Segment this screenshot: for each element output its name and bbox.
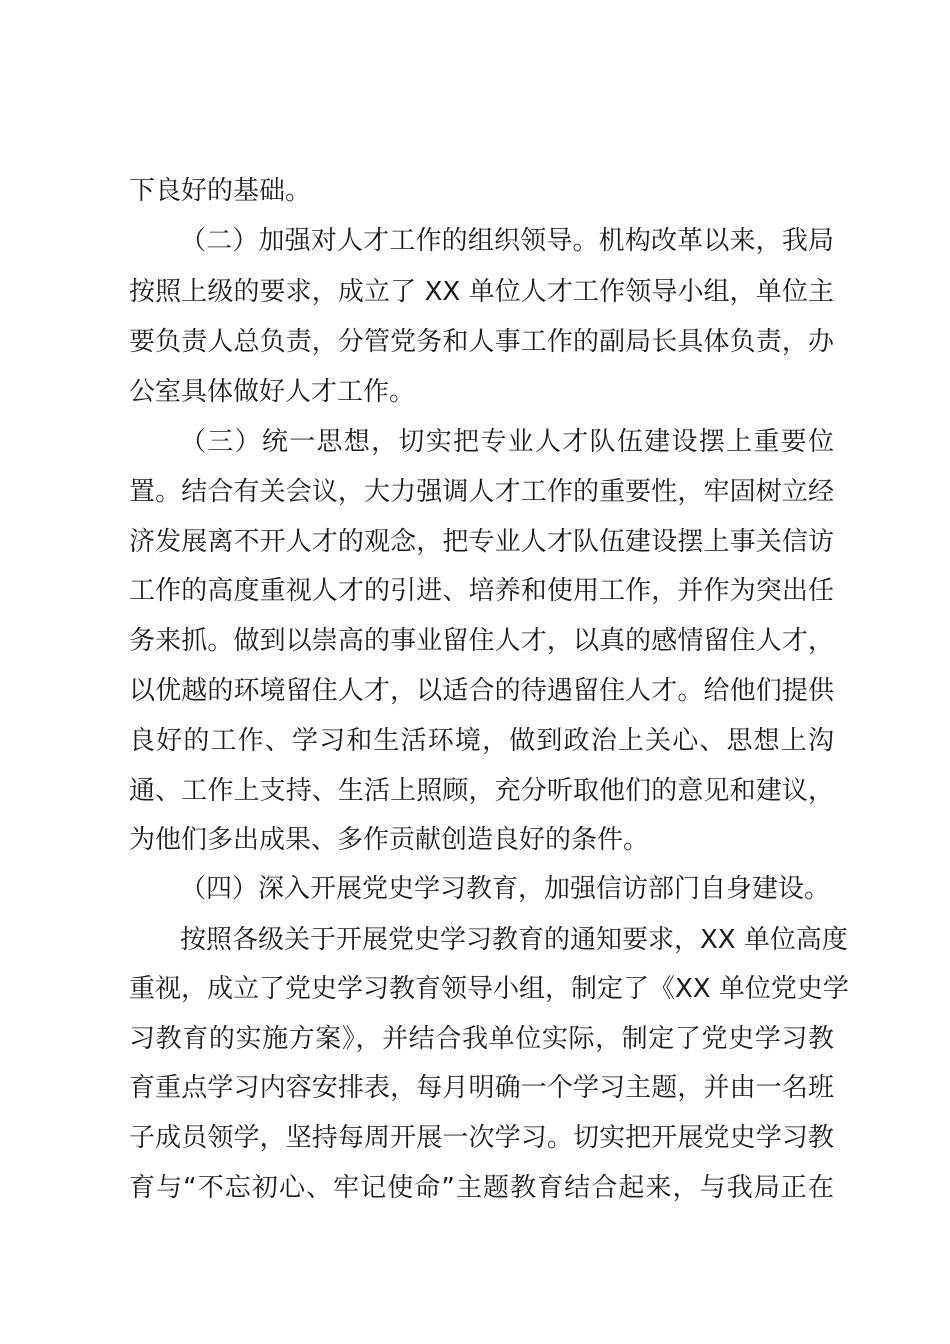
text-line: 以优越的环境留住人才，以适合的待遇留住人才。给他们提供 (129, 676, 834, 706)
text-line: 济发展离不开人才的观念，把专业人才队伍建设摆上事关信访 (129, 527, 834, 557)
text-line: 育与“不忘初心、牢记使命”主题教育结合起来，与我局正在 (129, 1173, 834, 1203)
text-line: 为他们多出成果、多作贡献创造良好的条件。 (129, 825, 650, 855)
text-line: 公室具体做好人才工作。 (129, 377, 416, 407)
text-line: 通、工作上支持、生活上照顾，充分听取他们的意见和建议， (129, 776, 834, 806)
text-line: 习教育的实施方案》，并结合我单位实际，制定了党史学习教 (129, 1024, 834, 1054)
paragraph-heading-4: （四）深入开展党史学习教育，加强信访部门自身建设。 (180, 874, 831, 904)
text-line: 要负责人总负责，分管党务和人事工作的副局长具体负责，办 (129, 327, 834, 357)
text-line: 置。结合有关会议，大力强调人才工作的重要性，牢固树立经 (129, 477, 834, 507)
text-line: 工作的高度重视人才的引进、培养和使用工作，并作为突出任 (129, 576, 834, 606)
text-line: 重视，成立了党史学习教育领导小组，制定了《XX 单位党史学 (129, 974, 849, 1004)
paragraph-heading-3: （三）统一思想，切实把专业人才队伍建设摆上重要位 (180, 427, 834, 457)
text-line: 按照各级关于开展党史学习教育的通知要求，XX 单位高度 (180, 925, 848, 955)
text-line: 务来抓。做到以崇高的事业留住人才，以真的感情留住人才， (129, 626, 834, 656)
text-line: 良好的工作、学习和生活环境，做到政治上关心、思想上沟 (129, 726, 834, 756)
paragraph-heading-2: （二）加强对人才工作的组织领导。机构改革以来，我局 (180, 226, 834, 256)
text-line: 育重点学习内容安排表，每月明确一个学习主题，并由一名班 (129, 1073, 834, 1103)
text-line: 下良好的基础。 (129, 176, 312, 206)
text-line: 子成员领学，坚持每周开展一次学习。切实把开展党史学习教 (129, 1123, 834, 1153)
text-line: 按照上级的要求，成立了 XX 单位人才工作领导小组，单位主 (129, 277, 834, 307)
